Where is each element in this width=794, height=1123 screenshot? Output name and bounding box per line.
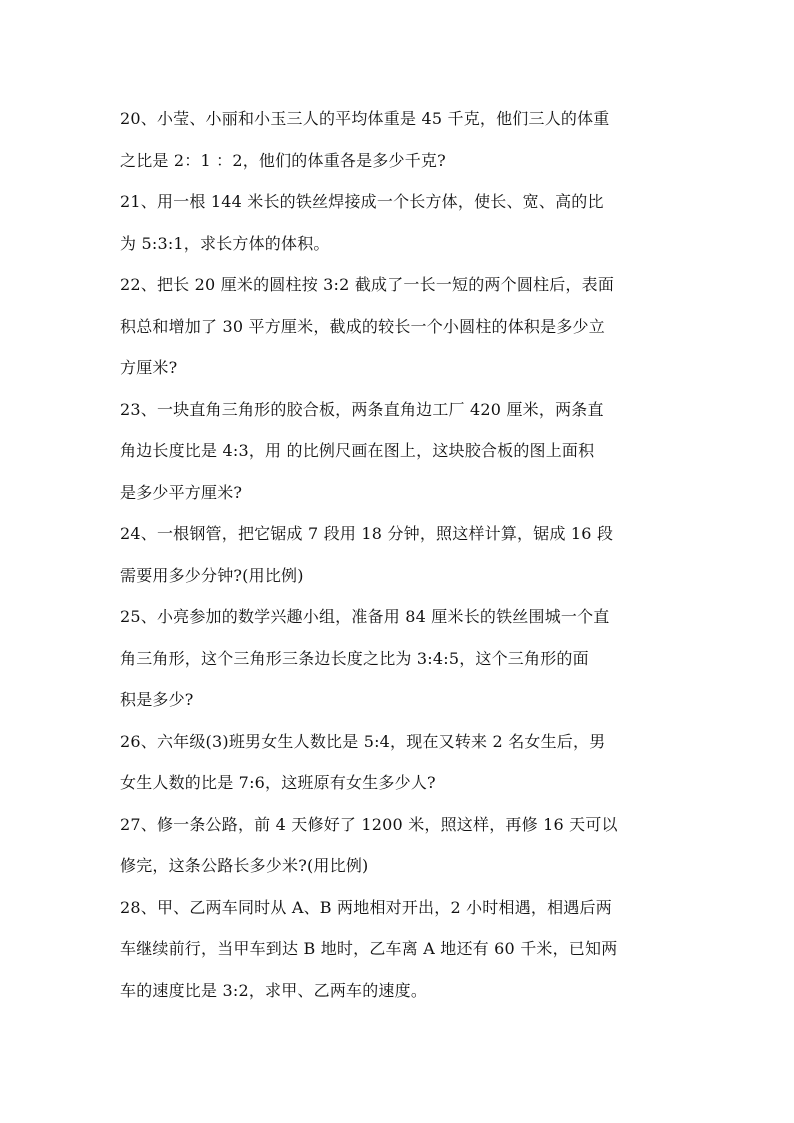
problem-line: 角三角形，这个三角形三条边长度之比为 3:4:5，这个三角形的面 [120,648,589,668]
problem-line: 之比是 2：1 ：2，他们的体重各是多少千克? [120,150,446,170]
problem-line: 修完，这条公路长多少米?(用比例) [120,856,369,875]
problem-line: 车继续前行，当甲车到达 B 地时，乙车离 A 地还有 60 千米，已知两 [120,939,618,958]
problem-line: 车的速度比是 3:2，求甲、乙两车的速度。 [120,980,428,1000]
problem-23 [120,389,680,514]
problem-line: 角边长度比是 4:3，用 的比例尺画在图上，这块胶合板的图上面积 [120,441,595,460]
problem-line: 26、六年级(3)班男女生人数比是 5:4，现在又转来 2 名女生后，男 [120,731,606,751]
problem-28 [120,887,680,1012]
problem-25 [120,596,680,721]
problem-line: 27、修一条公路，前 4 天修好了 1200 米，照这样，再修 16 天可以 [120,814,618,834]
problem-27 [120,804,680,887]
problem-line: 方厘米? [120,358,178,377]
problem-line: 积总和增加了 30 平方厘米，截成的较长一个小圆柱的体积是多少立 [120,316,605,336]
problem-line: 20、小莹、小丽和小玉三人的平均体重是 45 千克，他们三人的体重 [120,109,610,128]
problem-20 [120,98,680,181]
document-page [120,98,680,1011]
problem-line: 28、甲、乙两车同时从 A、B 两地相对开出，2 小时相遇，相遇后两 [120,897,612,917]
problem-24 [120,513,680,596]
problem-26 [120,721,680,804]
problem-line: 为 5:3:1，求长方体的体积。 [120,233,330,253]
problem-line: 女生人数的比是 7:6，这班原有女生多少人? [120,773,436,792]
problem-line: 积是多少? [120,690,194,709]
problem-line: 是多少平方厘米? [120,482,243,502]
problem-line: 24、一根钢管，把它锯成 7 段用 18 分钟，照这样计算，锯成 16 段 [120,524,614,543]
problem-line: 需要用多少分钟?(用比例) [120,565,304,585]
problem-line: 23、一块直角三角形的胶合板，两条直角边工厂 420 厘米，两条直 [120,399,604,419]
problem-line: 22、把长 20 厘米的圆柱按 3:2 截成了一长一短的两个圆柱后，表面 [120,275,615,294]
problem-21 [120,181,680,264]
problem-22 [120,264,680,389]
problem-line: 25、小亮参加的数学兴趣小组，准备用 84 厘米长的铁丝围城一个直 [120,607,610,626]
problem-line: 21、用一根 144 米长的铁丝焊接成一个长方体，使长、宽、高的比 [120,192,604,211]
